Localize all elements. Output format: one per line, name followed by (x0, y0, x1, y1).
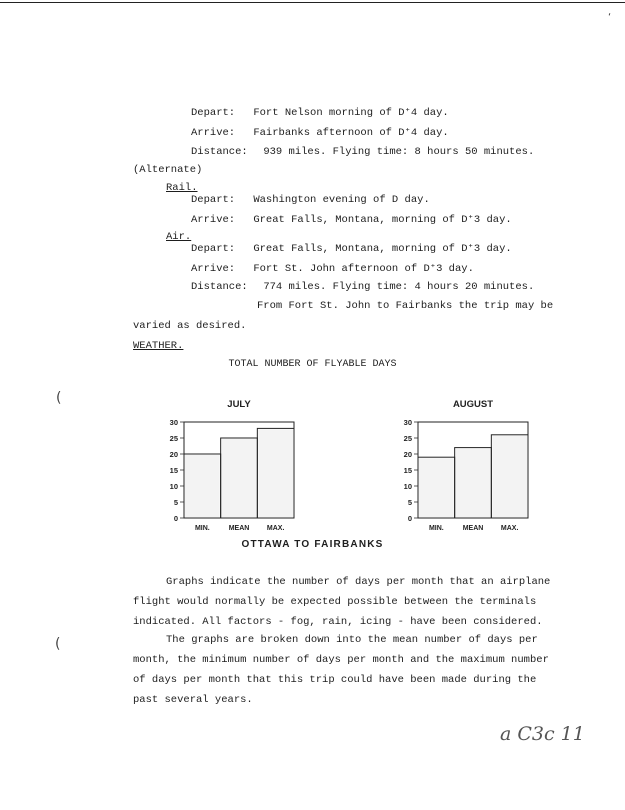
air-note-line1: From Fort St. John to Fairbanks the trip may be (257, 300, 554, 312)
y-tick-label: 0 (173, 514, 178, 523)
paragraph-2-line: past several years. (133, 694, 253, 706)
rail-depart-label: Depart: (191, 194, 236, 206)
july-chart (160, 394, 310, 542)
distance-value: 939 miles. Flying time: 8 hours 50 minutes. (263, 146, 535, 158)
air-distance-line (191, 281, 534, 293)
bar-shade (419, 458, 454, 517)
paragraph-2-line: of days per month that this trip could have been made during the (133, 674, 537, 686)
paragraph-1-line: flight would normally be expected possible between the terminals (133, 596, 537, 608)
handwritten-note: a C3c 11 (500, 723, 585, 745)
rail-arrive-value: Great Falls, Montana, morning of D⁺3 day. (253, 214, 512, 226)
rail-arrive-label: Arrive: (191, 214, 236, 226)
air-arrive-line (191, 262, 474, 275)
rail-depart-value: Washington evening of D day. (253, 194, 430, 206)
y-tick-label: 0 (407, 514, 412, 523)
bar-shade (456, 449, 491, 517)
paragraph-2-line: The graphs are broken down into the mean number of days per (166, 634, 538, 646)
chart-title: JULY (227, 399, 251, 410)
rail-arrive-line (191, 213, 512, 226)
y-tick-label: 30 (169, 418, 178, 427)
y-tick-label: 20 (169, 450, 178, 459)
bar-shade (222, 439, 257, 517)
y-tick-label: 15 (169, 466, 178, 475)
paragraph-1-line: Graphs indicate the number of days per month that an airplane (166, 576, 551, 588)
rail-heading: Rail. (166, 182, 198, 194)
arrive-line (191, 126, 449, 139)
y-tick-label: 5 (407, 498, 412, 507)
page-mark: ( (56, 390, 62, 406)
july-chart-svg (160, 394, 310, 542)
page-mark: ‘ (608, 12, 612, 23)
bar-shade (185, 455, 220, 517)
y-tick-label: 25 (403, 434, 412, 443)
x-tick-label: MEAN (462, 525, 484, 532)
arrive-value: Fairbanks afternoon of D⁺4 day. (253, 127, 449, 139)
y-tick-label: 10 (169, 482, 178, 491)
x-tick-label: MAX. (500, 525, 519, 532)
air-distance-value: 774 miles. Flying time: 4 hours 20 minutes. (263, 281, 535, 293)
charts-title: TOTAL NUMBER OF FLYABLE DAYS (228, 359, 397, 370)
alternate-heading: (Alternate) (133, 164, 203, 176)
air-depart-line (191, 242, 512, 255)
rail-depart-line (191, 194, 430, 206)
x-tick-label: MEAN (228, 525, 250, 532)
air-depart-value: Great Falls, Montana, morning of D⁺3 day. (253, 243, 512, 255)
august-chart-svg (394, 394, 544, 542)
weather-heading: WEATHER. (133, 340, 184, 352)
air-note-line2: varied as desired. (133, 320, 247, 332)
y-tick-label: 10 (403, 482, 412, 491)
y-tick-label: 25 (169, 434, 178, 443)
bar-shade (258, 429, 293, 517)
air-depart-label: Depart: (191, 243, 236, 255)
top-edge-rule (0, 2, 625, 3)
air-heading: Air. (166, 231, 192, 243)
august-chart (394, 394, 544, 542)
air-distance-label: Distance: (191, 281, 248, 293)
depart-label: Depart: (191, 107, 236, 119)
x-tick-label: MIN. (428, 525, 444, 532)
y-tick-label: 20 (403, 450, 412, 459)
paragraph-1 (133, 572, 551, 632)
paragraph-2 (133, 630, 548, 710)
depart-line (191, 106, 449, 119)
depart-value: Fort Nelson morning of D⁺4 day. (253, 107, 449, 119)
chart-title: AUGUST (452, 399, 494, 410)
x-tick-label: MIN. (194, 525, 210, 532)
air-arrive-label: Arrive: (191, 263, 236, 275)
x-tick-label: MAX. (266, 525, 285, 532)
paragraph-1-line: indicated. All factors - fog, rain, icing - have been considered. (133, 616, 543, 628)
charts-subtitle: OTTAWA TO FAIRBANKS (241, 539, 384, 550)
page-mark: ( (55, 636, 61, 652)
y-tick-label: 30 (403, 418, 412, 427)
bar-shade (492, 436, 527, 517)
air-arrive-value: Fort St. John afternoon of D⁺3 day. (253, 263, 474, 275)
y-tick-label: 5 (173, 498, 178, 507)
y-tick-label: 15 (403, 466, 412, 475)
distance-label: Distance: (191, 146, 248, 158)
distance-line (191, 146, 534, 158)
arrive-label: Arrive: (191, 127, 236, 139)
paragraph-2-line: month, the minimum number of days per month and the maximum number (133, 654, 549, 666)
